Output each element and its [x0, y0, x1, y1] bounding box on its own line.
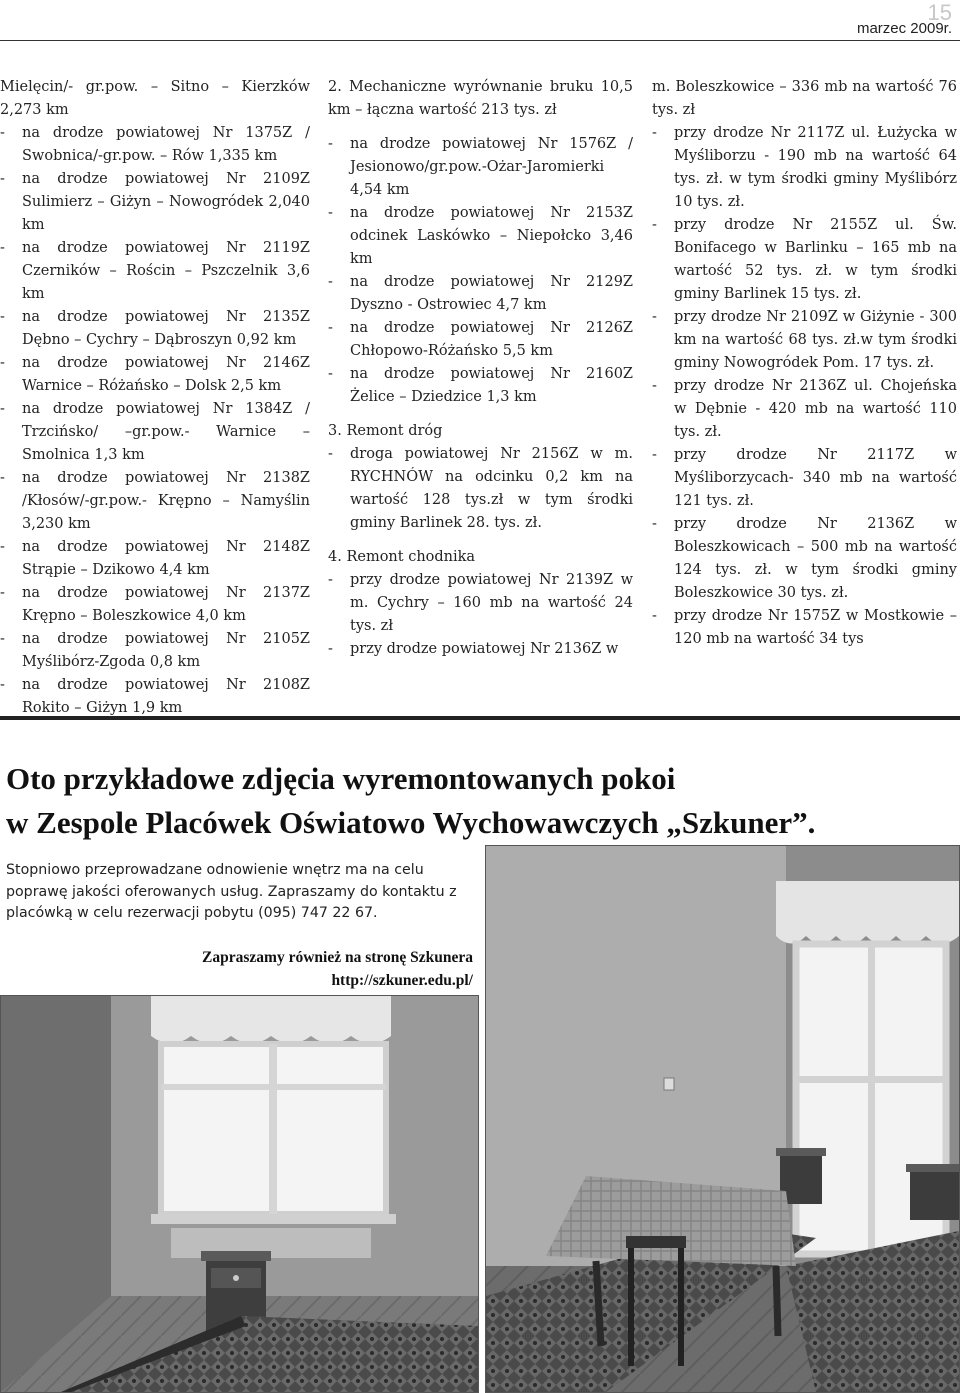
list-dash: - — [328, 274, 333, 290]
list-dash: - — [652, 217, 657, 233]
section-2-list — [328, 133, 633, 409]
sidewalk-list-item — [652, 122, 957, 214]
column-3 — [652, 76, 957, 651]
section-divider — [0, 716, 960, 720]
room-photo-left-image — [1, 996, 478, 1392]
intro-text: Stopniowo przeprowadzane odnowienie wnętrz ma na celu poprawę jakości oferowanych usług. Zapraszamy do kontaktu z placówką w celu rezerwacji pobytu (095) 747 22 67. — [6, 862, 457, 921]
list-dash: - — [0, 677, 5, 693]
list-dash: - — [328, 320, 333, 336]
list-dash: - — [328, 366, 333, 382]
road-list-item — [328, 317, 633, 363]
article-heading — [6, 757, 956, 845]
sidewalk-list-item — [652, 605, 957, 651]
road-list-item-text: na drodze powiatowej Nr 1375Z / Swobnica/-gr.pow. – Rów 1,335 km — [22, 125, 310, 164]
list-dash: - — [0, 240, 5, 256]
sidewalk-list-item-text: przy drodze Nr 2117Z ul. Łużycka w Myśliborzu - 190 mb na wartość 64 tys. zł. w tym środki gminy Myślibórz 10 tys. zł. — [674, 125, 957, 210]
header-rule — [0, 40, 960, 41]
list-dash: - — [0, 539, 5, 555]
column-2 — [328, 76, 633, 661]
article-intro — [6, 860, 476, 925]
list-dash: - — [652, 447, 657, 463]
list-dash: - — [0, 401, 5, 417]
website-invite — [140, 946, 473, 992]
list-dash: - — [0, 125, 5, 141]
website-link[interactable]: http://szkuner.edu.pl/ — [331, 972, 473, 989]
road-list-item-text: na drodze powiatowej Nr 2160Z Żelice – Dziedzice 1,3 km — [350, 366, 633, 405]
issue-date: marzec 2009r. — [856, 20, 952, 37]
page-number: 15 — [927, 0, 952, 25]
column-3-list — [652, 122, 957, 651]
sidewalk-list-item-text: przy drodze powiatowej Nr 2136Z w — [350, 641, 619, 657]
road-list-item-text: na drodze powiatowej Nr 2129Z Dyszno - Ostrowiec 4,7 km — [350, 274, 633, 313]
sidewalk-list-item — [328, 638, 633, 661]
sidewalk-list-item-text: przy drodze Nr 2117Z w Myśliborzycach- 340 mb na wartość 121 tys. zł. — [674, 447, 957, 509]
road-list-item — [0, 628, 310, 674]
room-photo-right-image — [486, 846, 959, 1392]
road-list-item — [328, 363, 633, 409]
heading-line-2: w Zespole Placówek Oświatowo Wychowawczych „Szkuner”. — [6, 805, 816, 840]
road-list-item-text: na drodze powiatowej Nr 2138Z /Kłosów/-gr.pow.- Krępno – Namyślin 3,230 km — [22, 470, 310, 532]
sidewalk-list-item-text: przy drodze Nr 2109Z w Giżynie - 300 km na wartość 68 tys. zł.w tym środki gminy Nowogródek Pom. 17 tys. zł. — [674, 309, 957, 371]
road-list-item — [0, 122, 310, 168]
sidewalk-list-item — [652, 444, 957, 513]
section-2-title: 2. Mechaniczne wyrównanie bruku 10,5 km – łączna wartość 213 tys. zł — [328, 79, 633, 118]
section-3-title: 3. Remont dróg — [328, 423, 443, 439]
list-dash: - — [0, 470, 5, 486]
road-list-item-text: droga powiatowej Nr 2156Z w m. RYCHNÓW na odcinku 0,2 km na wartość 128 tys.zł w tym środki gminy Barlinek 28. tys. zł. — [350, 446, 633, 531]
room-photo-right — [485, 845, 960, 1393]
sidewalk-list-item — [652, 375, 957, 444]
column-1-list — [0, 122, 310, 720]
list-dash: - — [0, 171, 5, 187]
column-3-intro: m. Boleszkowice – 336 mb na wartość 76 tys. zł — [652, 79, 957, 118]
list-dash: - — [328, 641, 333, 657]
list-dash: - — [0, 355, 5, 371]
road-list-item — [0, 306, 310, 352]
list-dash: - — [0, 631, 5, 647]
road-list-item-text: na drodze powiatowej Nr 2137Z Krępno – Boleszkowice 4,0 km — [22, 585, 310, 624]
road-list-item — [0, 168, 310, 237]
road-list-item-text: na drodze powiatowej Nr 1576Z / Jesionowo/gr.pow.-Ożar-Jaromierki 4,54 km — [350, 136, 633, 198]
list-dash: - — [652, 378, 657, 394]
list-dash: - — [0, 309, 5, 325]
road-list-item — [328, 202, 633, 271]
list-dash: - — [652, 125, 657, 141]
sidewalk-list-item-text: przy drodze Nr 1575Z w Mostkowie – 120 mb na wartość 34 tys — [674, 608, 957, 647]
road-list-item-text: na drodze powiatowej Nr 2148Z Strąpie – Dzikowo 4,4 km — [22, 539, 310, 578]
sidewalk-list-item — [652, 513, 957, 605]
room-photo-left — [0, 995, 479, 1393]
section-4-list — [328, 569, 633, 661]
road-list-item-text: na drodze powiatowej Nr 2105Z Myślibórz-Zgoda 0,8 km — [22, 631, 310, 670]
road-list-item — [328, 271, 633, 317]
road-list-item — [0, 674, 310, 720]
invite-text: Zapraszamy również na stronę Szkunera — [202, 949, 473, 966]
sidewalk-list-item — [652, 214, 957, 306]
road-list-item — [328, 443, 633, 535]
road-list-item-text: na drodze powiatowej Nr 2135Z Dębno – Cychry – Dąbroszyn 0,92 km — [22, 309, 310, 348]
road-list-item-text: na drodze powiatowej Nr 1384Z / Trzcińsko/ –gr.pow.- Warnice – Smolnica 1,3 km — [22, 401, 310, 463]
road-list-item — [0, 237, 310, 306]
sidewalk-list-item-text: przy drodze Nr 2136Z w Boleszkowicach – 500 mb na wartość 124 tys. zł. w tym środki gminy Boleszkowice 30 tys. zł. — [674, 516, 957, 601]
sidewalk-list-item — [652, 306, 957, 375]
list-dash: - — [328, 446, 333, 462]
road-list-item-text: na drodze powiatowej Nr 2108Z Rokito – Giżyn 1,9 km — [22, 677, 310, 716]
list-dash: - — [328, 572, 333, 588]
heading-line-1: Oto przykładowe zdjęcia wyremontowanych pokoi — [6, 761, 676, 796]
road-list-item — [0, 352, 310, 398]
road-list-item-text: na drodze powiatowej Nr 2126Z Chłopowo-Różańsko 5,5 km — [350, 320, 633, 359]
road-list-item — [0, 582, 310, 628]
list-dash: - — [0, 585, 5, 601]
road-list-item-text: na drodze powiatowej Nr 2153Z odcinek Laskówko – Niepołcko 3,46 km — [350, 205, 633, 267]
road-list-item-text: na drodze powiatowej Nr 2119Z Czerników – Rościn – Pszczelnik 3,6 km — [22, 240, 310, 302]
road-list-item-text: na drodze powiatowej Nr 2146Z Warnice – Różańsko – Dolsk 2,5 km — [22, 355, 310, 394]
road-list-item — [328, 133, 633, 202]
section-3-list — [328, 443, 633, 535]
column-1-intro: Mielęcin/- gr.pow. – Sitno – Kierzków 2,273 km — [0, 79, 310, 118]
list-dash: - — [328, 205, 333, 221]
road-list-item — [0, 536, 310, 582]
sidewalk-list-item-text: przy drodze Nr 2136Z ul. Chojeńska w Dębnie - 420 mb na wartość 110 tys. zł. — [674, 378, 957, 440]
sidewalk-list-item-text: przy drodze Nr 2155Z ul. Św. Bonifacego w Barlinku – 165 mb na wartość 52 tys. zł. w tym środki gminy Barlinek 15 tys. zł. — [674, 217, 957, 302]
road-list-item-text: na drodze powiatowej Nr 2109Z Sulimierz – Giżyn – Nowogródek 2,040 km — [22, 171, 310, 233]
column-1 — [0, 76, 310, 720]
sidewalk-list-item-text: przy drodze powiatowej Nr 2139Z w m. Cychry – 160 mb na wartość 24 tys. zł — [350, 572, 633, 634]
section-4-title: 4. Remont chodnika — [328, 549, 476, 565]
list-dash: - — [652, 309, 657, 325]
road-list-item — [0, 398, 310, 467]
list-dash: - — [652, 516, 657, 532]
list-dash: - — [652, 608, 657, 624]
road-list-item — [0, 467, 310, 536]
sidewalk-list-item — [328, 569, 633, 638]
list-dash: - — [328, 136, 333, 152]
